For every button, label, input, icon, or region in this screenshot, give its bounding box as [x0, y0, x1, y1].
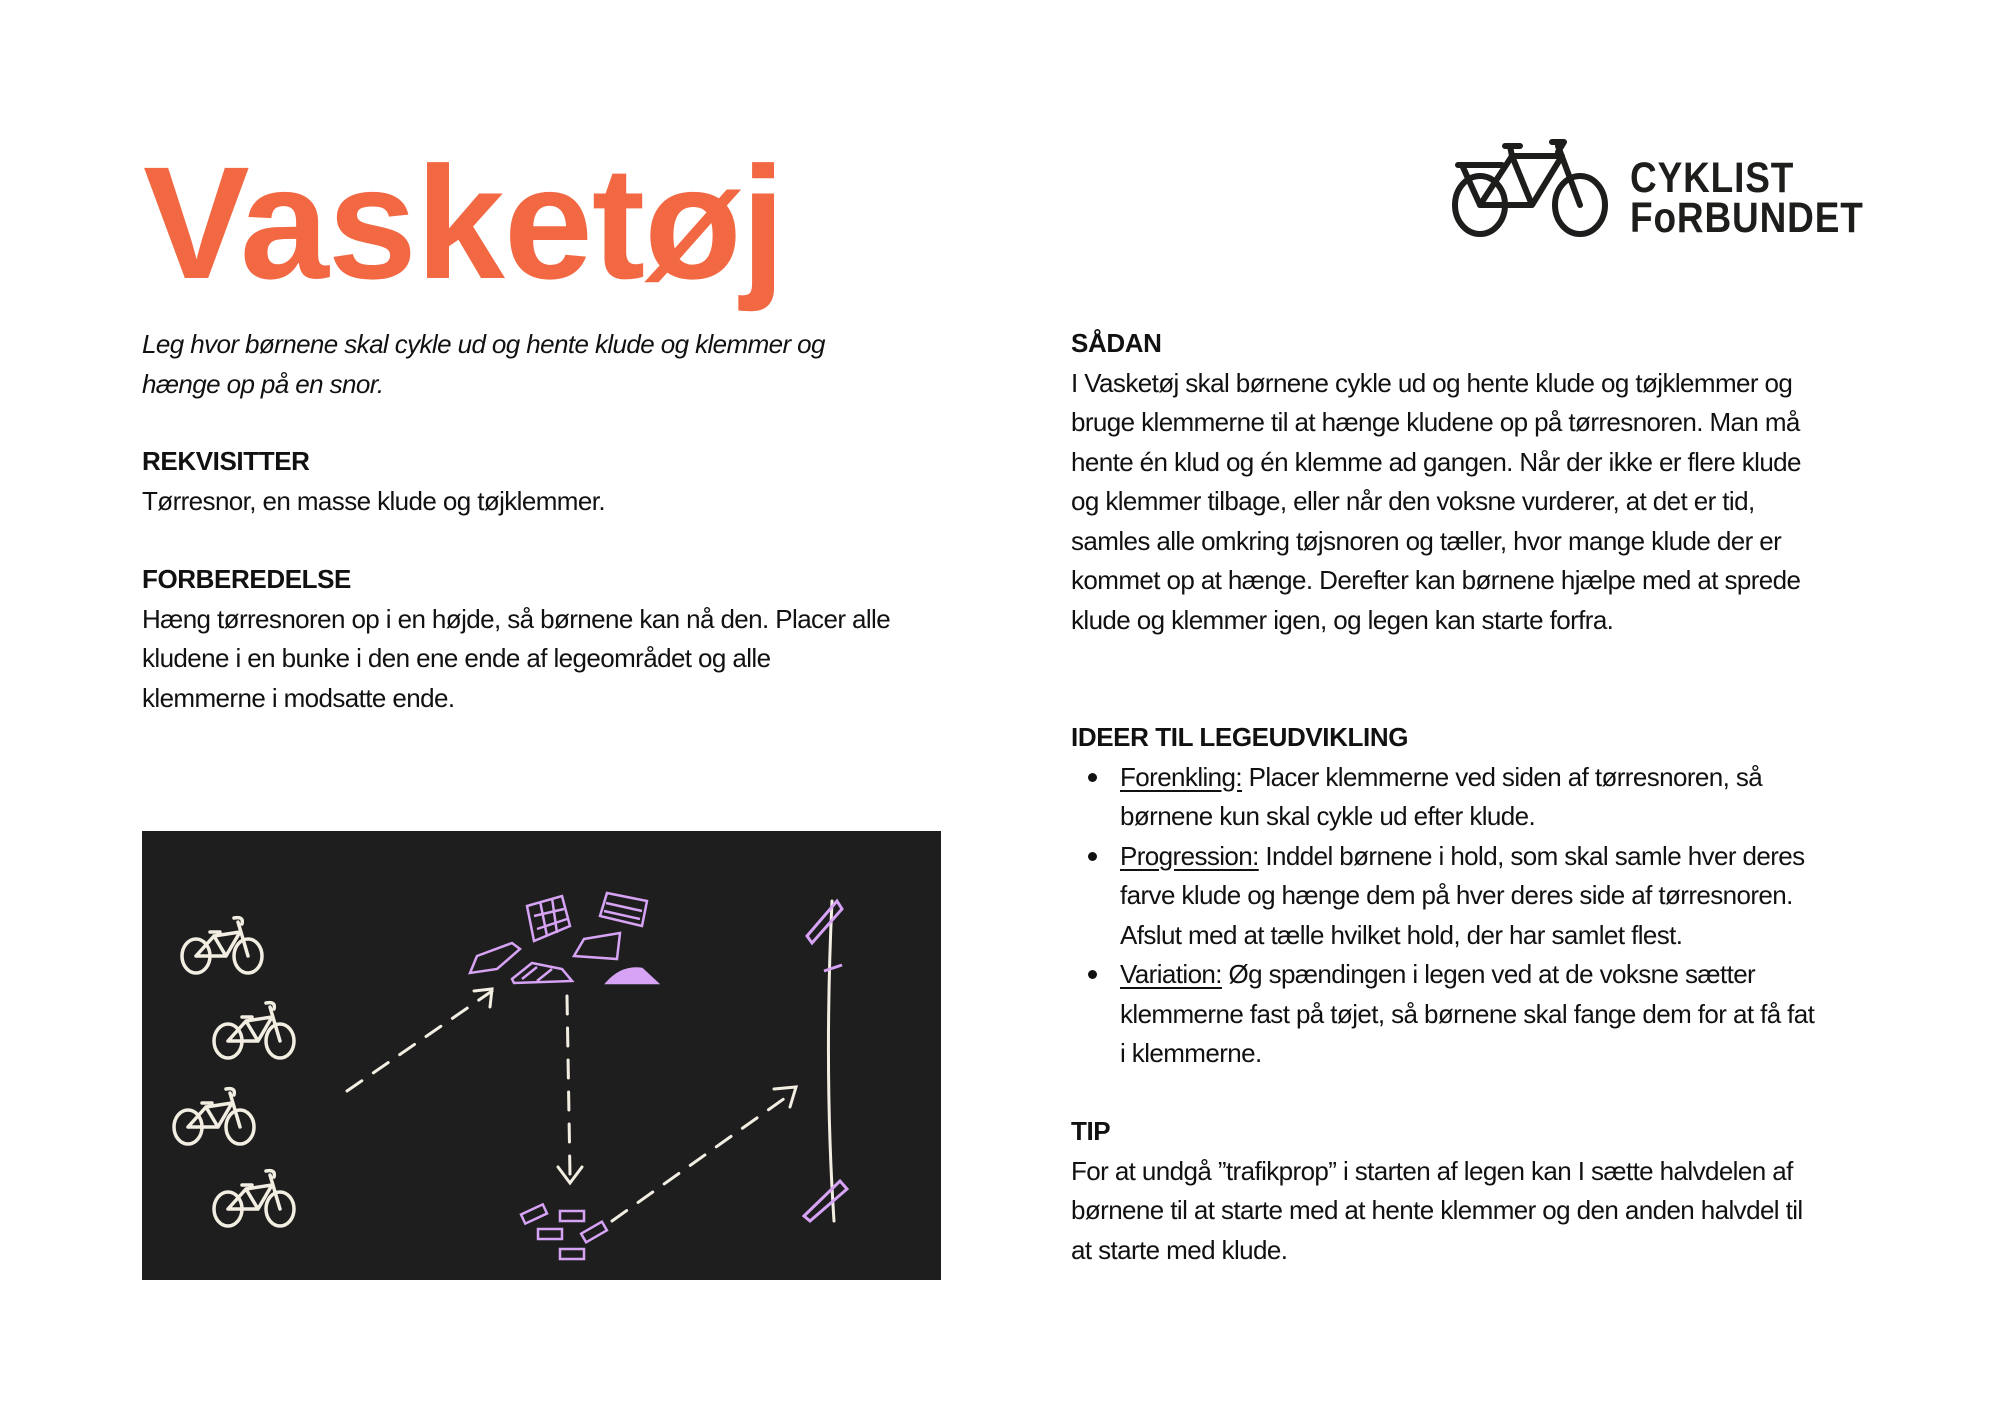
section-heading: SÅDAN — [1071, 328, 1162, 358]
section-forberedelse — [142, 560, 890, 718]
game-illustration — [142, 831, 941, 1280]
text-line: hente én klud og én klemme ad gangen. Når der ikke er flere klude — [1071, 446, 1801, 477]
text-line: I Vasketøj skal børnene cykle ud og hente klude og tøjklemmer og — [1071, 367, 1793, 398]
clothes-pile — [470, 893, 657, 983]
item-label: Progression: — [1120, 840, 1259, 871]
section-body — [1071, 1152, 1803, 1271]
bicycle-icon — [214, 1003, 294, 1058]
list-item — [1071, 955, 1814, 1074]
item-label: Variation: — [1120, 959, 1222, 989]
section-ideer — [1071, 718, 1814, 1074]
bullet-icon — [1088, 773, 1097, 782]
illustration-drawing — [142, 831, 941, 1280]
arrow-to-clothes — [347, 991, 492, 1091]
bicycle-icon — [1450, 138, 1625, 243]
section-rekvisitter — [142, 442, 605, 521]
item-label: Forenkling: — [1120, 761, 1243, 792]
text-line: kommet op at hænge. Derefter kan børnene hjælpe med at sprede — [1071, 565, 1801, 595]
cyklistforbundet-logo — [1450, 138, 1625, 243]
text-line: bruge klemmerne til at hænge kludene op på tørresnoren. Man må — [1071, 407, 1800, 437]
section-body — [1071, 364, 1801, 641]
text-line: at starte med klude. — [1071, 1234, 1288, 1265]
section-tip — [1071, 1112, 1803, 1270]
text-line: klemmerne fast på tøjet, så børnene skal fange dem for at få fat — [1120, 998, 1815, 1029]
text-line: børnene kun skal cykle ud efter klude. — [1120, 801, 1536, 831]
text-line: samles alle omkring tøjsnoren og tæller, hvor mange klude der er — [1071, 525, 1782, 556]
item-continuation — [1120, 797, 1814, 837]
logo-line-1: CYKLIST — [1630, 154, 1795, 202]
bicycle-icon — [182, 918, 262, 973]
text-line: og klemmer tilbage, eller når den voksne vurderer, at det er tid, — [1071, 486, 1755, 516]
bicycle-icon — [214, 1171, 294, 1226]
section-body — [142, 600, 890, 719]
clothespin-pile — [521, 1204, 607, 1259]
item-continuation — [1120, 995, 1814, 1074]
ideas-list — [1071, 758, 1814, 1074]
bullet-icon — [1088, 852, 1097, 861]
logo-text-block — [1630, 154, 1864, 242]
section-heading: IDEER TIL LEGEUDVIKLING — [1071, 722, 1409, 752]
clothesline — [828, 901, 834, 1221]
arrow-to-pegs — [567, 996, 570, 1176]
text-line: Hæng tørresnoren op i en højde, så børnene kan nå den. Placer alle — [142, 603, 891, 634]
text-line: For at undgå ”trafikprop” i starten af legen kan I sætte halvdelen af — [1071, 1155, 1793, 1186]
section-body — [142, 482, 605, 522]
section-heading: REKVISITTER — [142, 446, 310, 476]
text-line: børnene til at starte med at hente klemmer og den anden halvdel til — [1071, 1195, 1803, 1225]
text-line: Tørresnor, en masse klude og tøjklemmer. — [142, 485, 605, 516]
section-sadan — [1071, 324, 1801, 640]
intro-text — [142, 325, 825, 404]
text-line: Afslut med at tælle hvilket hold, der har samlet flest. — [1120, 919, 1683, 950]
hanging-pegs — [804, 901, 847, 1221]
arrow-to-line — [612, 1093, 792, 1221]
item-text: Øg spændingen i legen ved at de voksne sætter — [1221, 959, 1756, 989]
logo-line-2: FoRBUNDET — [1630, 194, 1864, 242]
bullet-icon — [1088, 970, 1097, 979]
text-line: klemmerne i modsatte ende. — [142, 682, 455, 713]
item-continuation — [1120, 876, 1814, 955]
section-heading: TIP — [1071, 1116, 1111, 1146]
text-line: kludene i en bunke i den ene ende af legeområdet og alle — [142, 643, 771, 673]
text-line: hænge op på en snor. — [142, 368, 384, 399]
section-heading: FORBEREDELSE — [142, 564, 352, 594]
text-line: i klemmerne. — [1120, 1038, 1262, 1068]
page-title: Vasketøj — [143, 133, 785, 312]
item-text: Placer klemmerne ved siden af tørresnoren, så — [1242, 761, 1763, 792]
item-text: Inddel børnene i hold, som skal samle hver deres — [1258, 840, 1805, 871]
bicycle-icon — [174, 1089, 254, 1144]
list-item — [1071, 837, 1814, 956]
list-item — [1071, 758, 1814, 837]
text-line: klude og klemmer igen, og legen kan starte forfra. — [1071, 604, 1614, 635]
text-line: Leg hvor børnene skal cykle ud og hente klude og klemmer og — [142, 329, 825, 359]
text-line: farve klude og hænge dem på hver deres side af tørresnoren. — [1120, 880, 1793, 910]
